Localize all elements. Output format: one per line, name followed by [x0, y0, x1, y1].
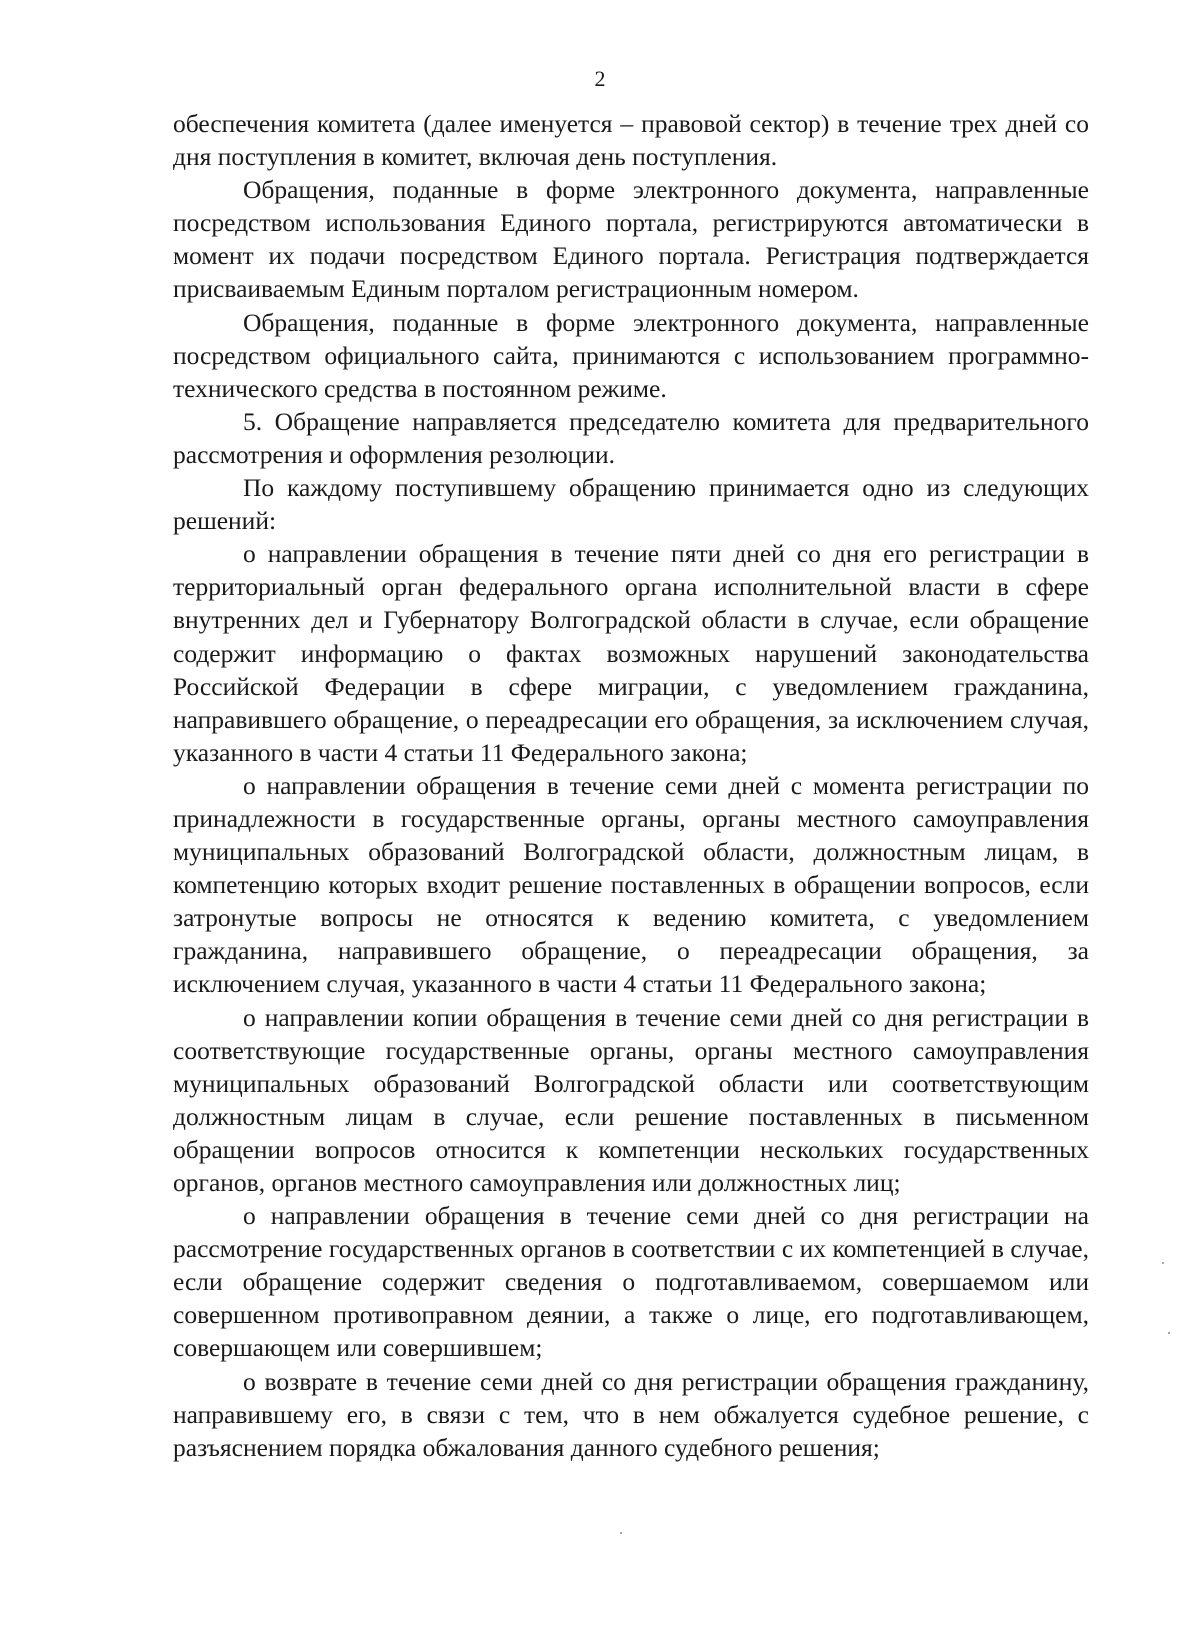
paragraph-decision-migration: о направлении обращения в течение пяти дней со дня его регистрации в территориальный орган федерального органа исполнительной власти в сфере внутренних дел и Губернатору Волгоградской области в случае, если обращение содержит информацию о фактах возможных нарушений законодательства Российской Федерации в сфере миграции, с уведомлением гражданина, направившего обращение, о переадресации его обращения, за исключением случая, указанного в части 4 статьи 11 Федерального закона; — [173, 539, 1089, 767]
paragraph-decision-return: о возврате в течение семи дней со дня регистрации обращения гражданину, направившему его, в связи с тем, что в нем обжалуется судебное решение, с разъяснением порядка обжалования данного судебного решения; — [173, 1366, 1089, 1462]
paragraph-legal-sector: обеспечения комитета (далее именуется – правовой сектор) в течение трех дней со дня поступления в комитет, включая день поступления. — [173, 109, 1089, 172]
page-number: 2 — [594, 66, 606, 91]
paragraph-decision-unlawful-act: о направлении обращения в течение семи дней со дня регистрации на рассмотрение государственных органов в соответствии с их компетенцией в случае, если обращение содержит сведения о подготавливаемом, совершаемом или совершенном противоправном деянии, а также о лице, его подготавливающем, совершающем или совершившем; — [173, 1201, 1089, 1363]
document-body — [173, 107, 1089, 1464]
paragraph-decision-redirect: о направлении обращения в течение семи дней с момента регистрации по принадлежности в государственные органы, органы местного самоуправления муниципальных образований Волгоградской области, должностным лицам, в компетенцию которых входит решение поставленных в обращении вопросов, если затронутые вопросы не относятся к ведению комитета, с уведомлением гражданина, направившего обращение, о переадресации обращения, за исключением случая, указанного в части 4 статьи 11 Федерального закона; — [173, 770, 1089, 999]
paragraph-decision-copy: о направлении копии обращения в течение семи дней со дня регистрации в соответствующие государственные органы, органы местного самоуправления муниципальных образований Волгоградской области или соответствующим должностным лицам в случае, если решение поставленных в письменном обращении вопросов относится к компетенции нескольких государственных органов, органов местного самоуправления или должностных лиц; — [173, 1002, 1089, 1197]
paragraph-item-5: 5. Обращение направляется председателю комитета для предварительного рассмотрения и оформления резолюции. — [173, 406, 1089, 469]
scan-speck — [1168, 1332, 1170, 1334]
paragraph-official-site: Обращения, поданные в форме электронного документа, направленные посредством официального сайта, принимаются с использованием программно-технического средства в постоянном режиме. — [173, 307, 1089, 403]
paragraph-decisions-intro: По каждому поступившему обращению принимается одно из следующих решений: — [173, 473, 1089, 536]
scan-speck — [1162, 1262, 1164, 1264]
paragraph-unified-portal: Обращения, поданные в форме электронного документа, направленные посредством использования Единого портала, регистрируются автоматически в момент их подачи посредством Единого портала. Регистрация подтверждается присваиваемым Единым порталом регистрационным номером. — [173, 175, 1089, 304]
scan-speck — [620, 1532, 622, 1534]
